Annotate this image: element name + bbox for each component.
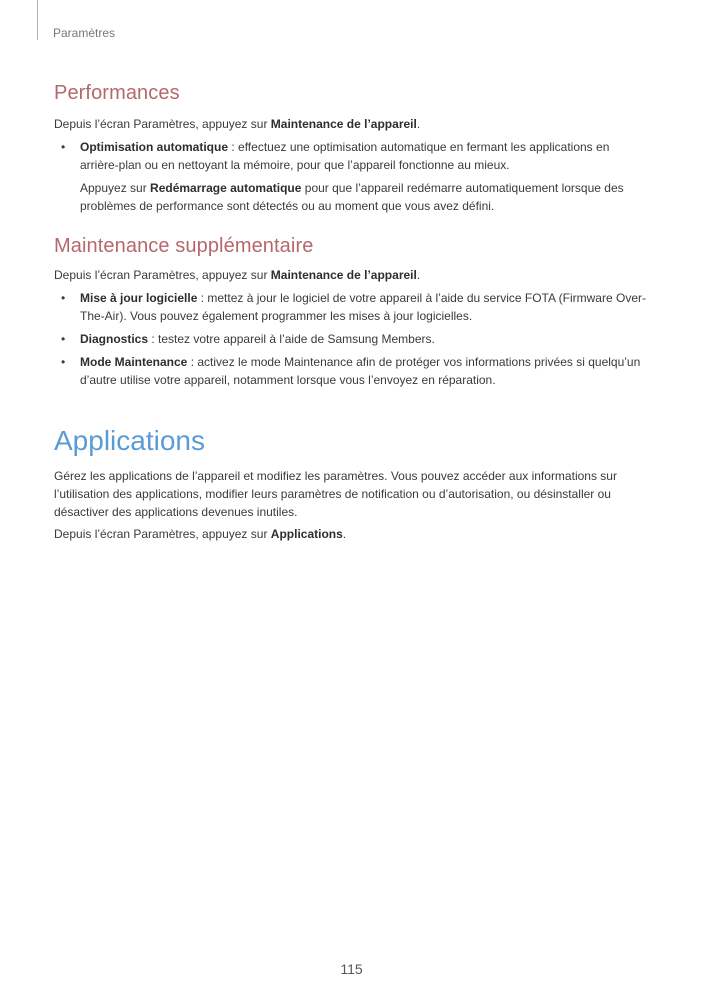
bullet-icon: •	[61, 140, 66, 154]
applications-intro: Depuis l’écran Paramètres, appuyez sur Applications.	[54, 527, 347, 541]
list-item: • Mode Maintenance : activez le mode Maintenance afin de protéger vos informations privées si quelqu’un d’autre utilise votre appareil, notamment lorsque vous l’envoyez en réparation.	[61, 355, 641, 387]
applications-description: Gérez les applications de l’appareil et modifiez les paramètres. Vous pouvez accéder aux informations sur l’utilisation des applications, modifier leurs paramètres de notification ou d’autorisation, ou désinstaller ou désactiver des applications devenues inutiles.	[54, 469, 617, 519]
performances-intro: Depuis l’écran Paramètres, appuyez sur Maintenance de l’appareil.	[54, 117, 421, 131]
chapter-title-applications: Applications	[54, 425, 205, 456]
bullet-icon: •	[61, 355, 66, 369]
list-item: • Diagnostics : testez votre appareil à l’aide de Samsung Members.	[61, 332, 435, 346]
list-item: • Mise à jour logicielle : mettez à jour le logiciel de votre appareil à l’aide du service FOTA (Firmware Over-The-Air). Vous pouvez également programmer les mises à jour logicielles.	[61, 291, 646, 323]
performances-subparagraph: Appuyez sur Redémarrage automatique pour que l’appareil redémarre automatiquement lorsque des problèmes de performance sont détectés ou au moment que vous avez défini.	[80, 181, 624, 213]
section-title-maintenance: Maintenance supplémentaire	[54, 235, 314, 257]
maintenance-intro: Depuis l’écran Paramètres, appuyez sur Maintenance de l’appareil.	[54, 268, 421, 282]
bullet-icon: •	[61, 291, 66, 305]
header-divider	[37, 0, 38, 40]
list-item: • Optimisation automatique : effectuez une optimisation automatique en fermant les applications en arrière-plan ou en nettoyant la mémoire, pour que l’appareil fonctionne au mieux.	[61, 140, 610, 172]
maintenance-list	[54, 289, 650, 389]
performances-list	[54, 138, 650, 174]
running-header: Paramètres	[53, 26, 116, 40]
section-title-performances: Performances	[54, 82, 180, 104]
bullet-icon: •	[61, 332, 66, 346]
page-number: 115	[340, 961, 363, 977]
page-content	[54, 80, 650, 543]
